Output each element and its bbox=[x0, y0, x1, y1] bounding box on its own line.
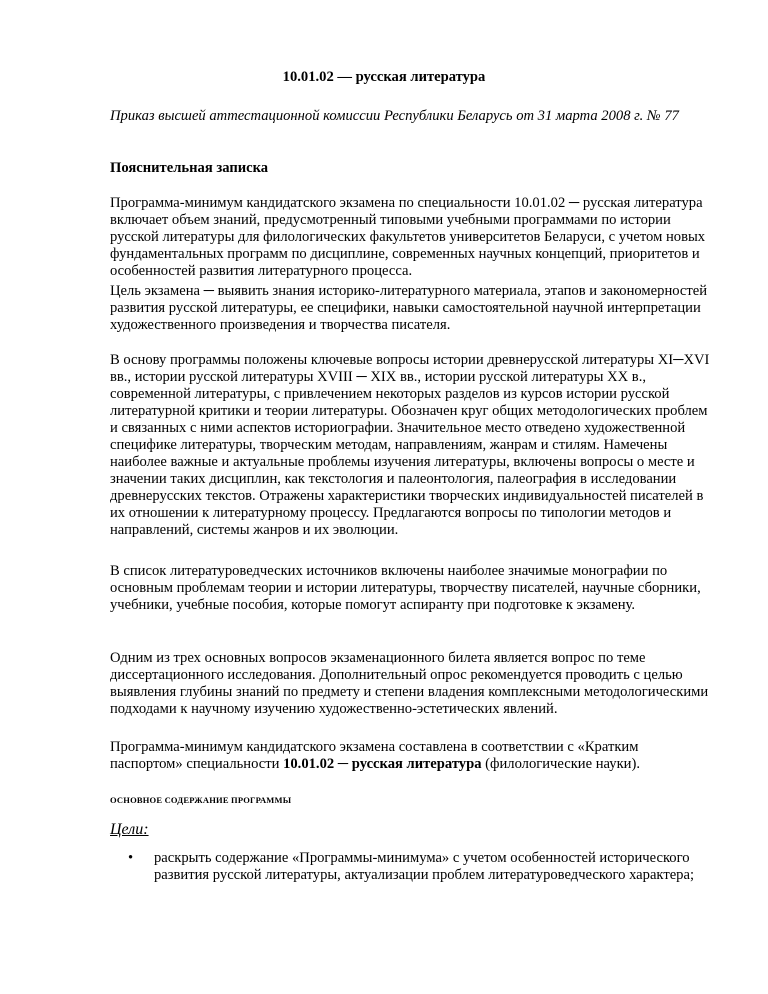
bullet-icon: • bbox=[128, 850, 134, 866]
paragraph-4: В список литературоведческих источников включены наиболее значимые монографии по основным проблемам теории и истории литературы, творчеству писателей, научные сборники, учебники, учебные пособия, которые помогут аспиранту при подготовке к экзамену. bbox=[110, 563, 701, 613]
paragraph-6-text-start: Программа-минимум кандидатского экзамена составлена в соответствии с «Кратким паспортом» специальности bbox=[110, 739, 639, 772]
specialty-code-bold: 10.01.02 ─ русская литература bbox=[283, 756, 482, 772]
paragraph-5: Одним из трех основных вопросов экзаменационного билета является вопрос по теме диссертационного исследования. Дополнительный опрос рекомендуется проводить с целью выявления глубины знаний по предмету и степени владения комплексными методологическими подходами к научному изучению художественно-эстетических явлений. bbox=[110, 650, 709, 717]
paragraph-2: Цель экзамена ─ выявить знания историко-литературного материала, этапов и закономерностей развития русской литературы, ее специфики, навыки самостоятельной научной интерпретации художественного произведения и творчества писателя. bbox=[110, 283, 708, 333]
main-content-heading: ОСНОВНОЕ СОДЕРЖАНИЕ ПРОГРАММЫ bbox=[110, 795, 292, 805]
paragraph-6-text-end: (филологические науки). bbox=[481, 756, 640, 772]
document-title: 10.01.02 — русская литература bbox=[282, 69, 486, 85]
goals-label: Цели: bbox=[110, 821, 149, 838]
list-item bbox=[128, 850, 718, 884]
goals-list bbox=[128, 850, 718, 884]
paragraph-3: В основу программы положены ключевые вопросы истории древнерусской литературы XI─XVI вв., истории русской литературы XVIII ─ XIX вв., истории русской литературы XX в., современной литературы, с привлечением некоторых разделов из курсов истории русской литературной критики и теории литературы. Обозначен круг общих методологических проблем и связанных с ними аспектов историографии. Значительное место отведено художественной специфике литературы, творческим методам, направлениям, жанрам и стилям. Намечены наиболее важные и актуальные проблемы изучения литературы, включены вопросы о месте и значении таких дисциплин, как текстология и палеонтология, палеография в исследовании древнерусских текстов. Отражены характеристики творческих индивидуальностей писателей в их отношении к литературному процессу. Предлагаются вопросы по типологии методов и направлений, системы жанров и их эволюции. bbox=[110, 352, 710, 538]
list-item-text: раскрыть содержание «Программы-минимума» с учетом особенностей исторического развития русской литературы, актуализации проблем литературоведческого характера; bbox=[154, 850, 695, 883]
paragraph-1: Программа-минимум кандидатского экзамена по специальности 10.01.02 ─ русская литература включает объем знаний, предусмотренный типовыми учебными программами по истории русской литературы для филологических факультетов университетов Беларуси, с учетом новых фундаментальных программ по дисциплине, современных научных концепций, приоритетов и особенностей развития литературного процесса. bbox=[110, 195, 706, 279]
paragraph-6 bbox=[110, 739, 710, 773]
section-heading-explanatory-note: Пояснительная записка bbox=[110, 160, 269, 176]
order-reference: Приказ высшей аттестационной комиссии Республики Беларусь от 31 марта 2008 г. № 77 bbox=[110, 108, 679, 124]
